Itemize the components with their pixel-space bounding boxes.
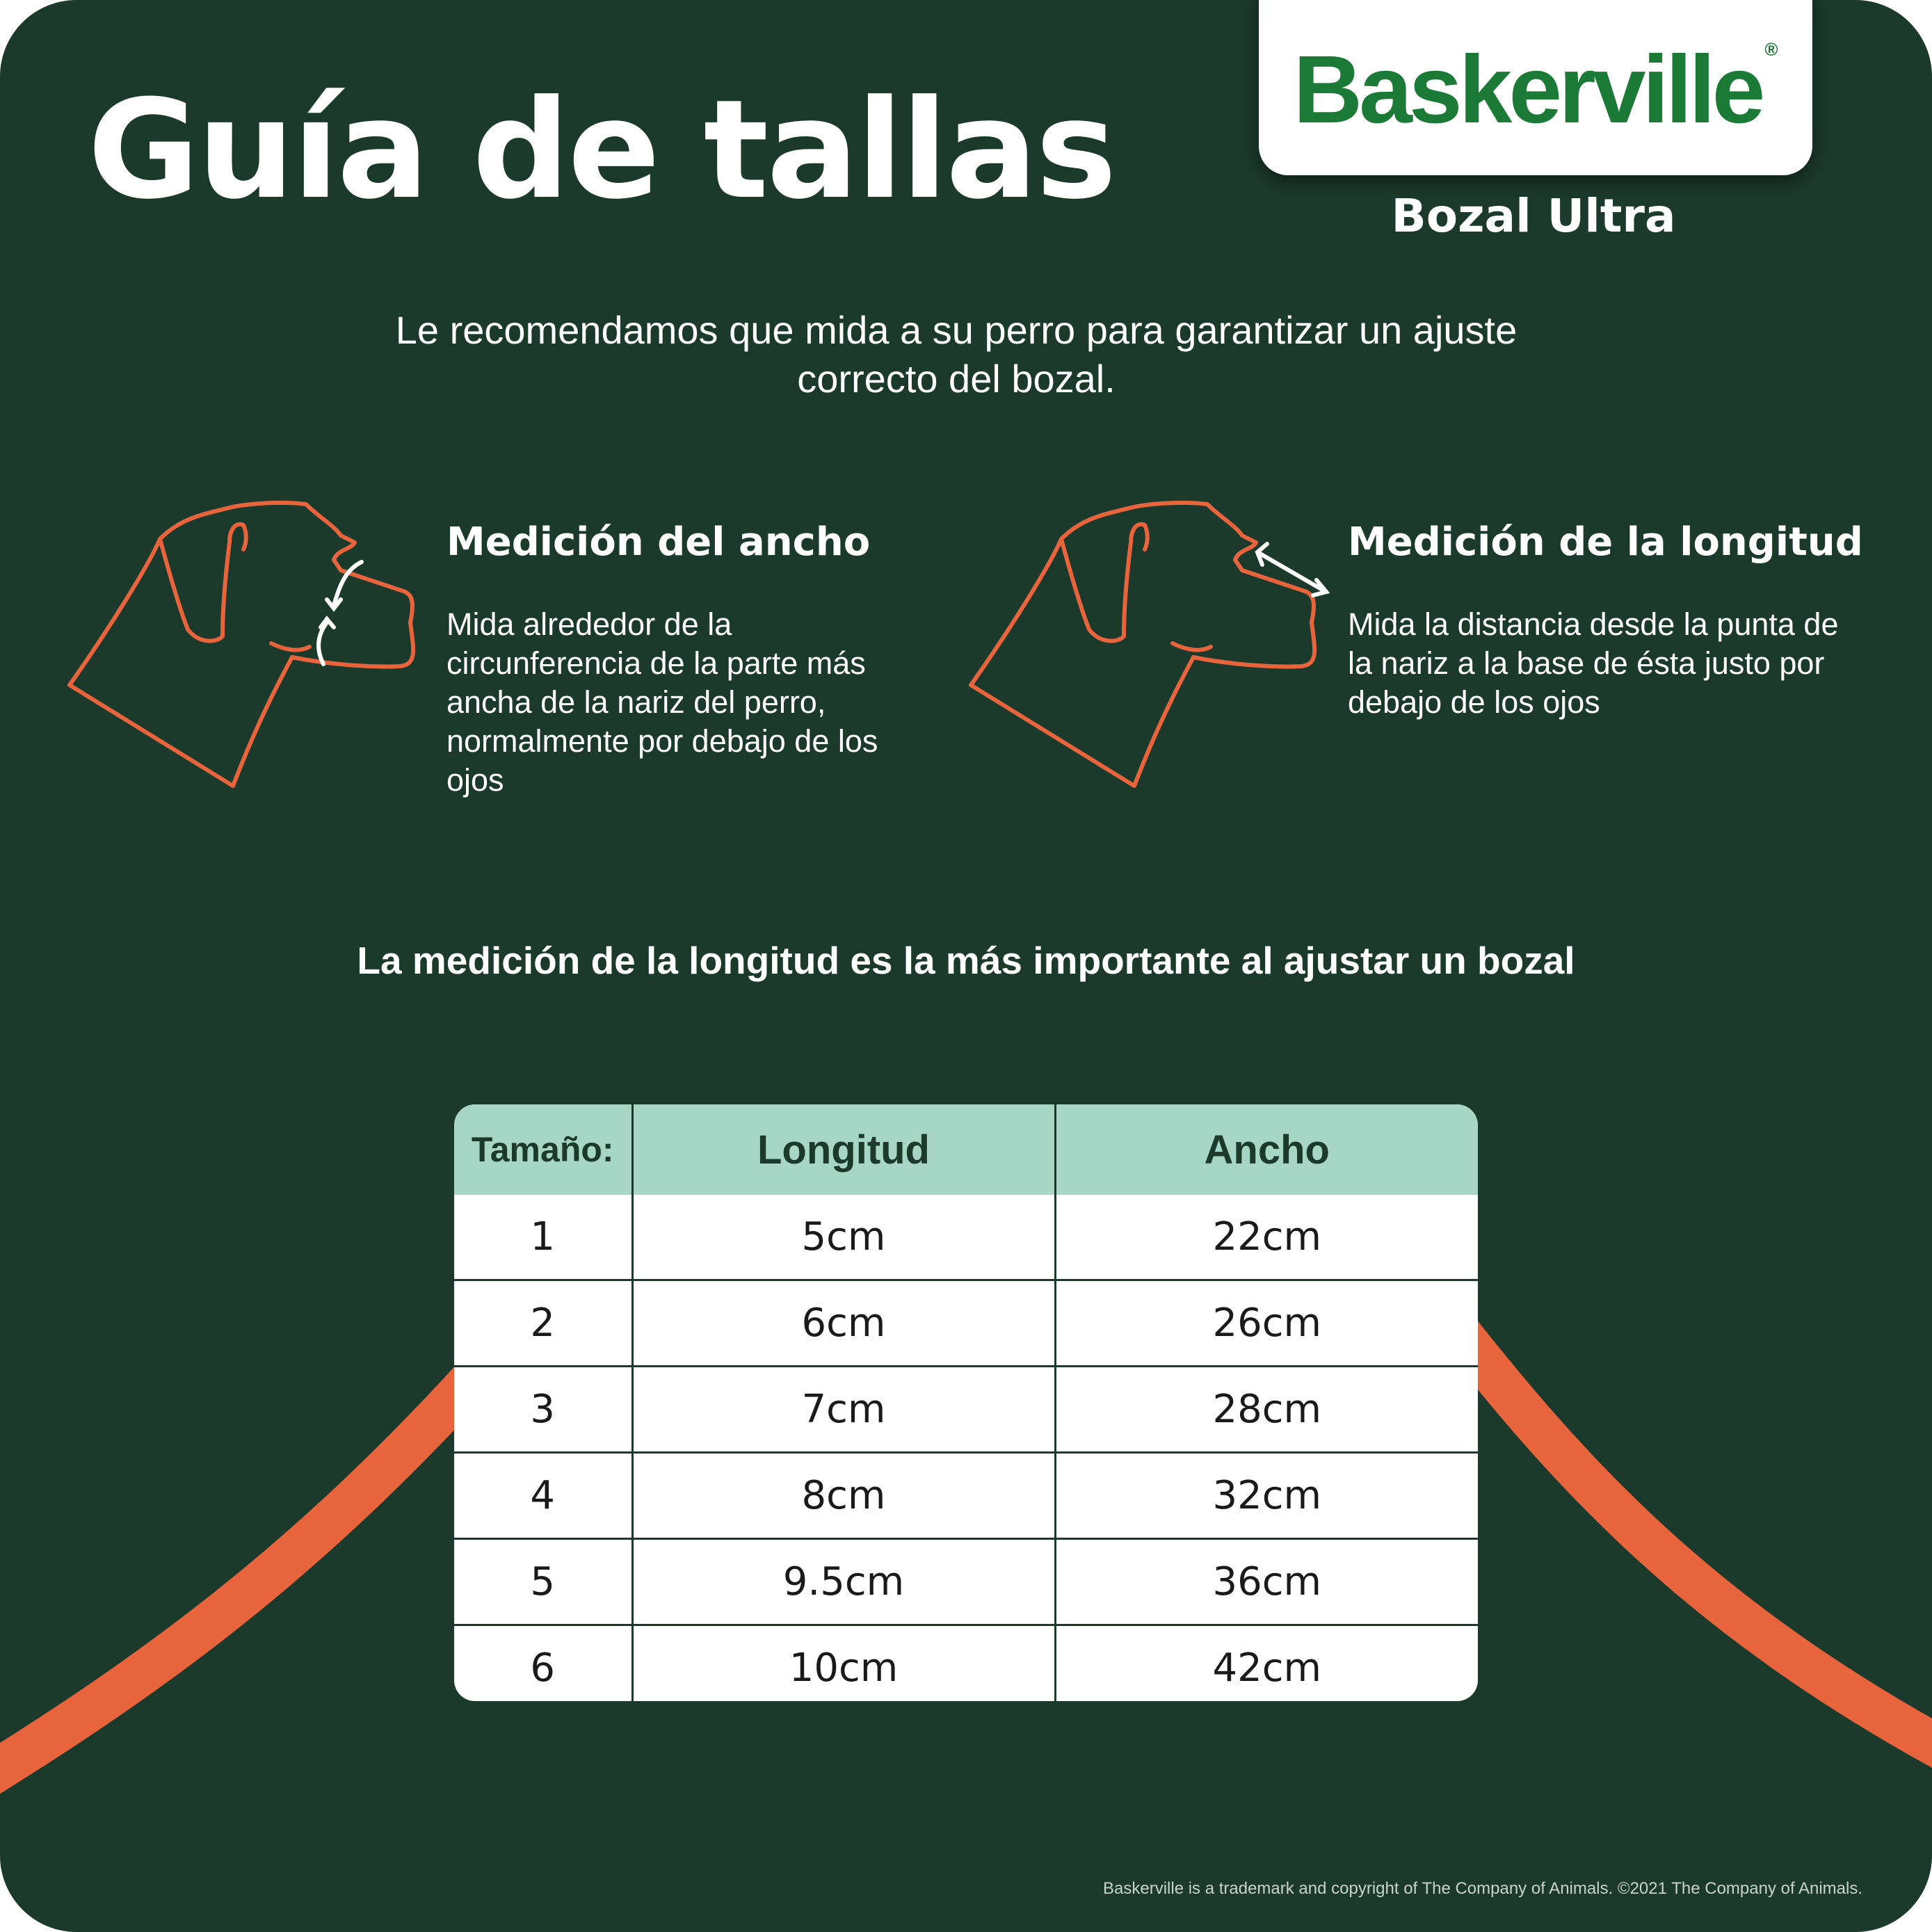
table-row xyxy=(454,1453,1478,1539)
size-cell: 3 xyxy=(454,1367,632,1453)
table-header-row xyxy=(454,1104,1478,1195)
brand-logo xyxy=(1259,36,1812,143)
page-title: Guía de tallas xyxy=(88,71,1115,230)
width-heading: Medición del ancho xyxy=(446,520,871,565)
strap-right-decoration xyxy=(1440,1307,1932,1766)
size-cell: 2 xyxy=(454,1280,632,1367)
table-row xyxy=(454,1539,1478,1625)
length-cell: 7cm xyxy=(632,1367,1055,1453)
length-cell: 5cm xyxy=(632,1195,1055,1280)
length-description: Mida la distancia desde la punta de la nariz a la base de ésta justo por debajo de los ojos xyxy=(1348,606,1839,720)
column-header-width: Ancho xyxy=(1055,1104,1478,1195)
width-cell: 36cm xyxy=(1055,1539,1478,1625)
product-name: Bozal Ultra xyxy=(1391,189,1676,243)
width-cell: 22cm xyxy=(1055,1195,1478,1280)
table-row xyxy=(454,1625,1478,1702)
brand-logo-text: Baskerville xyxy=(1293,36,1762,143)
width-cell: 26cm xyxy=(1055,1280,1478,1367)
size-cell: 4 xyxy=(454,1453,632,1539)
size-cell: 5 xyxy=(454,1539,632,1625)
emphasis-note: La medición de la longitud es la más importante al ajustar un bozal xyxy=(357,939,1575,982)
strap-left-decoration xyxy=(0,1363,487,1794)
column-header-length: Longitud xyxy=(632,1104,1055,1195)
intro-text: Le recomendamos que mida a su perro para garantizar un ajuste correcto del bozal. xyxy=(395,308,1518,401)
length-cell: 9.5cm xyxy=(632,1539,1055,1625)
registered-mark: ® xyxy=(1764,39,1778,60)
brand-logo-card xyxy=(1259,0,1812,175)
table-row xyxy=(454,1280,1478,1367)
size-cell: 1 xyxy=(530,1214,556,1259)
length-heading: Medición de la longitud xyxy=(1348,520,1863,565)
column-header-size: Tamaño: xyxy=(454,1104,632,1195)
size-table xyxy=(454,1104,1478,1701)
length-cell: 8cm xyxy=(632,1453,1055,1539)
size-cell: 6 xyxy=(454,1625,632,1702)
table-row xyxy=(454,1195,1478,1280)
width-cell: 42cm xyxy=(1055,1625,1478,1702)
length-cell: 6cm xyxy=(632,1280,1055,1367)
width-cell: 28cm xyxy=(1055,1367,1478,1453)
width-description: Mida alrededor de la circunferencia de la parte más ancha de la nariz del perro, normalmente por debajo de los ojos xyxy=(446,606,878,798)
table-row xyxy=(454,1367,1478,1453)
length-cell: 10cm xyxy=(632,1625,1055,1702)
dog-head-width-icon xyxy=(70,503,413,786)
copyright-footer: Baskerville is a trademark and copyright of The Company of Animals. ©2021 The Company of Animals. xyxy=(1103,1879,1862,1898)
width-cell: 32cm xyxy=(1055,1453,1478,1539)
